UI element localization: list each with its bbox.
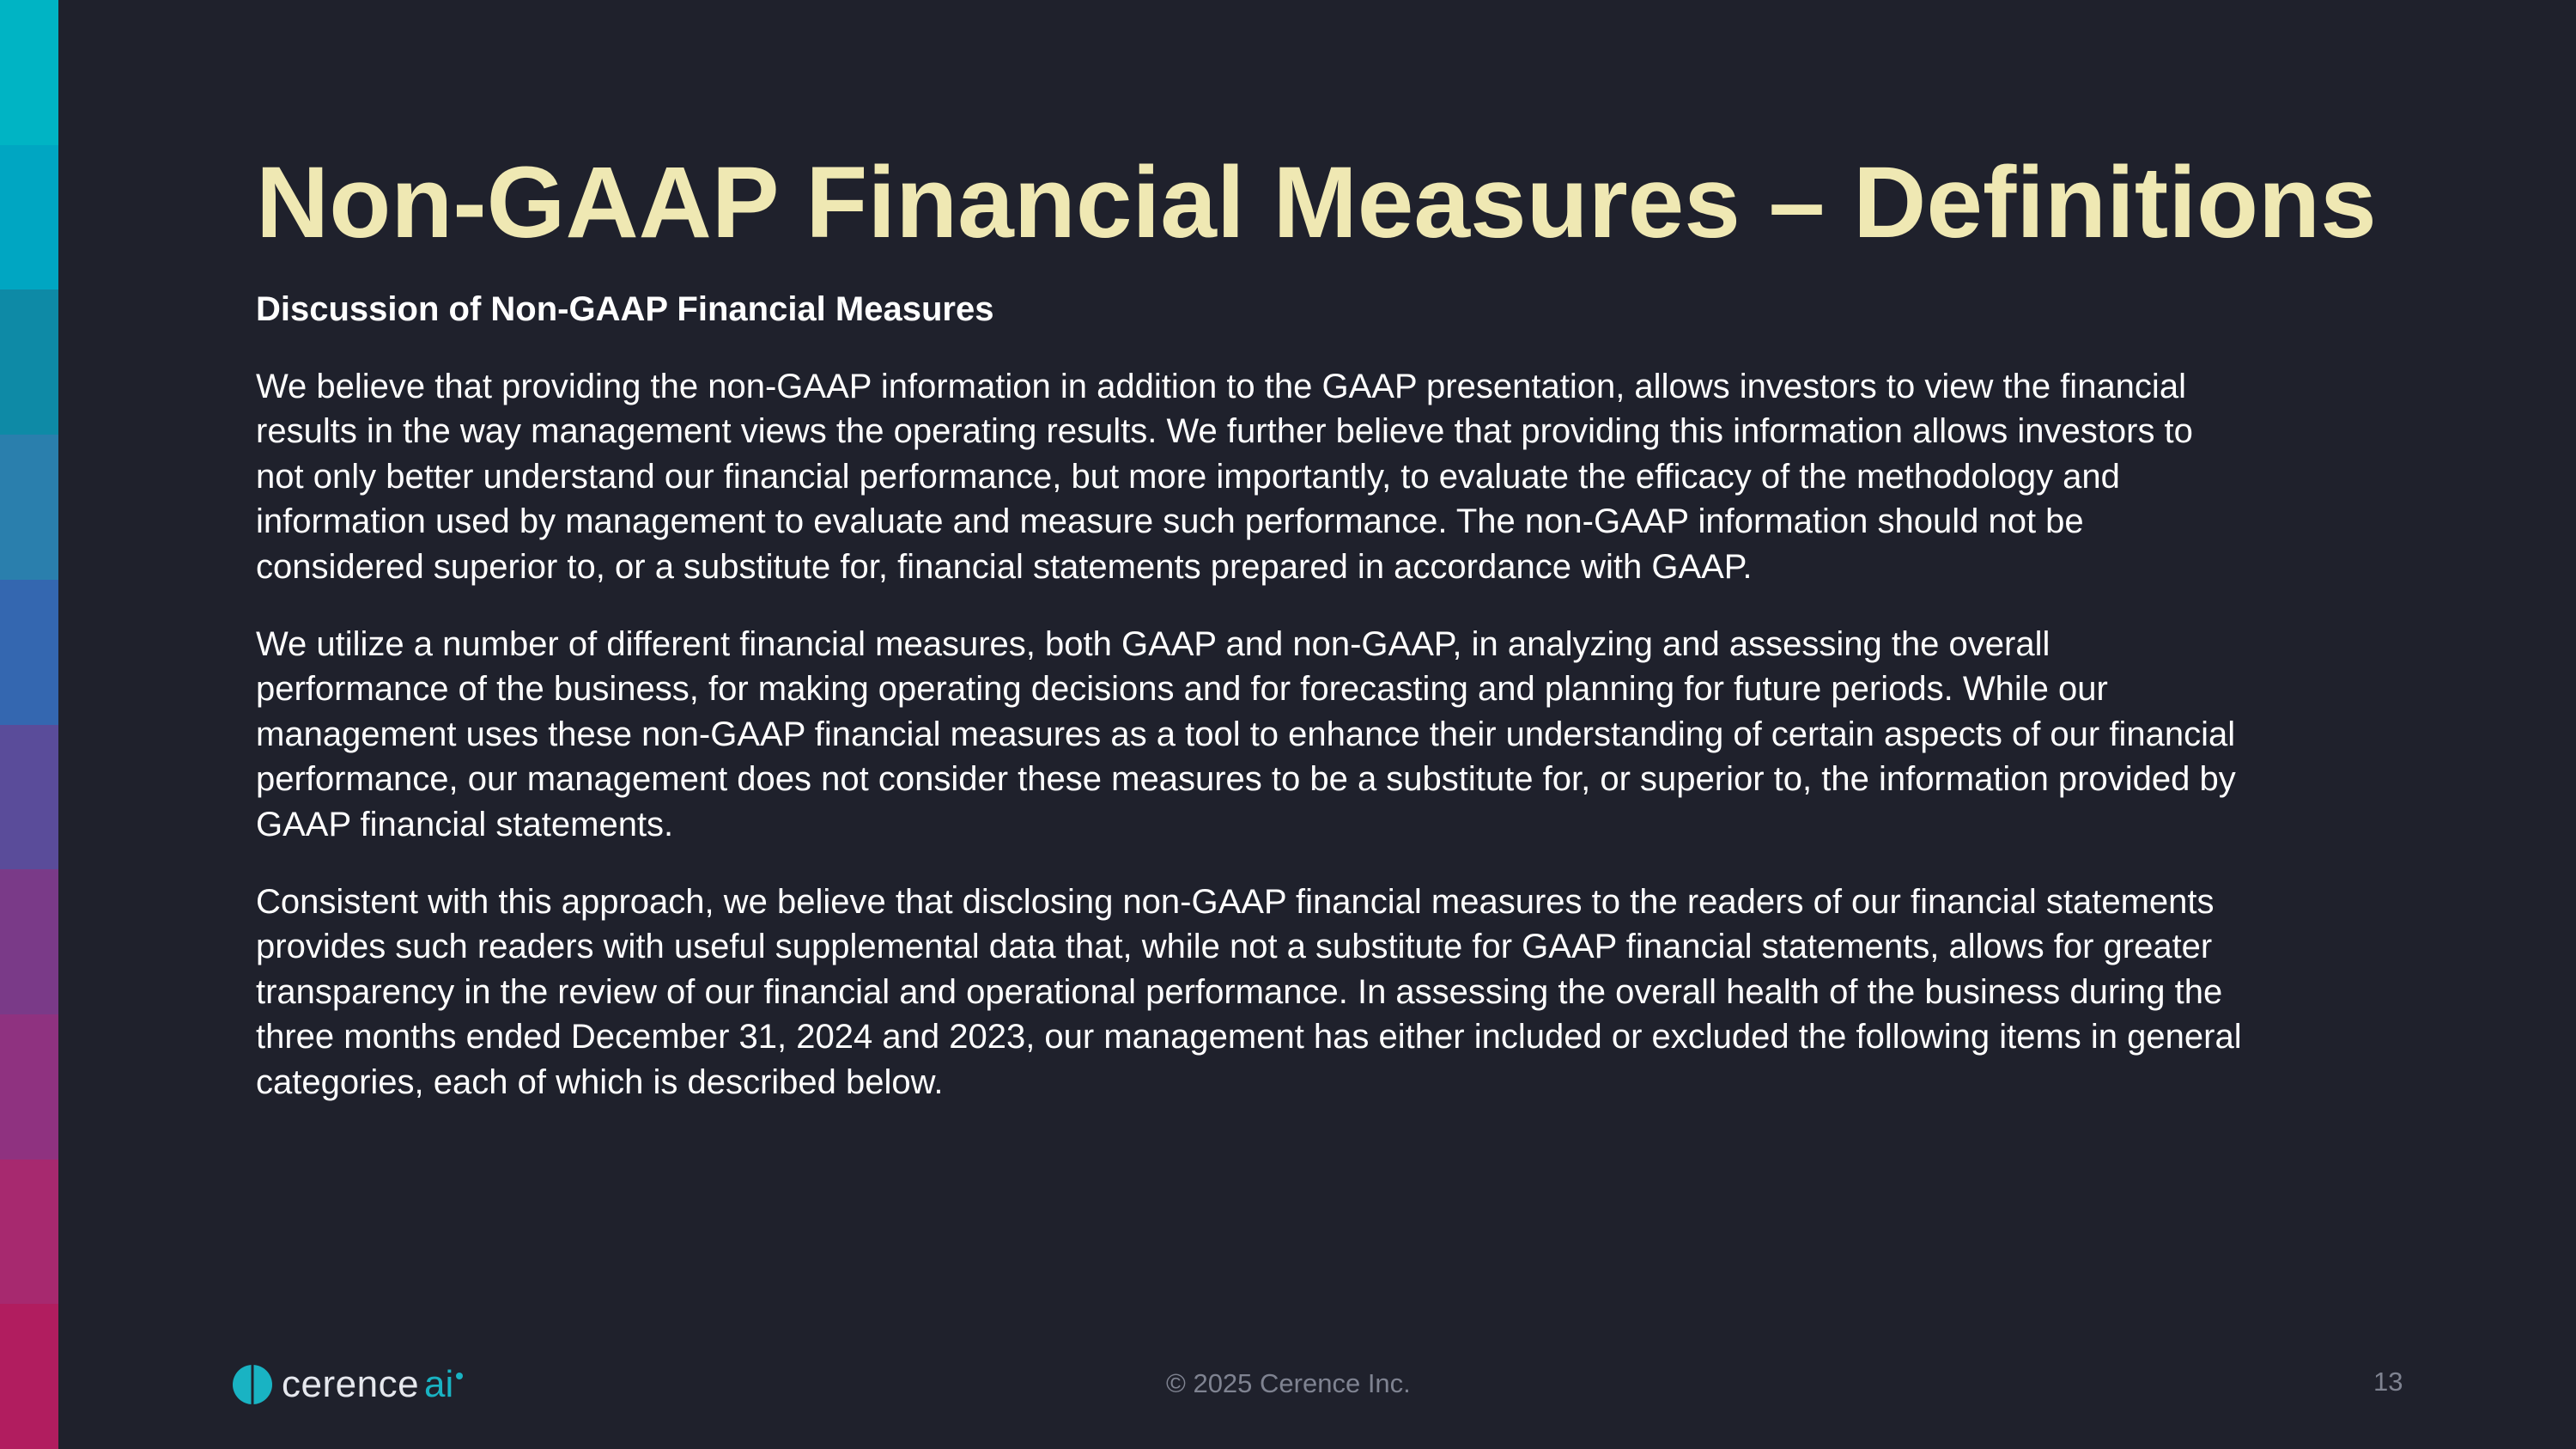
paragraph-line: categories, each of which is described below. [256, 1062, 944, 1101]
strip-segment [0, 869, 58, 1014]
paragraph-line: GAAP financial statements. [256, 805, 674, 843]
paragraph-line: results in the way management views the operating results. We further believe that providing this information allows investors to [256, 412, 2193, 451]
logo-dot [456, 1373, 463, 1379]
footer-copyright: © 2025 Cerence Inc. [1166, 1368, 1411, 1398]
strip-segment [0, 580, 58, 725]
strip-segment [0, 0, 58, 145]
paragraph-3 [256, 880, 2454, 1105]
paragraph-line: management uses these non-GAAP financial measures as a tool to enhance their understanding of certain aspects of our financial [256, 715, 2236, 753]
logo-ai-text: ai [424, 1363, 454, 1405]
paragraph-line: We utilize a number of different financial measures, both GAAP and non-GAAP, in analyzing and assessing the overall [256, 625, 2050, 663]
page-number: 13 [2373, 1367, 2403, 1397]
paragraph-line: transparency in the review of our financial and operational performance. In assessing the overall health of the business during the [256, 972, 2223, 1011]
strip-segment [0, 435, 58, 580]
strip-segment [0, 1160, 58, 1305]
paragraph-line: provides such readers with useful supplemental data that, while not a substitute for GAAP financial statements, allows for greater [256, 928, 2213, 966]
paragraph-line: not only better understand our financial performance, but more importantly, to evaluate the efficacy of the methodology and [256, 457, 2120, 496]
side-color-strip [0, 0, 58, 1449]
logo-wordmark: cerence [282, 1363, 420, 1405]
paragraph-2 [256, 622, 2454, 847]
paragraph-1 [256, 364, 2454, 589]
strip-segment [0, 725, 58, 870]
paragraph-line: Consistent with this approach, we believe that disclosing non-GAAP financial measures to the readers of our financial statements [256, 883, 2215, 921]
section-heading: Discussion of Non-GAAP Financial Measures [256, 290, 994, 328]
strip-segment [0, 289, 58, 435]
strip-segment [0, 145, 58, 290]
paragraph-line: three months ended December 31, 2024 and 2023, our management has either included or excluded the following items in general [256, 1018, 2242, 1056]
strip-segment [0, 1304, 58, 1449]
cerence-logo [232, 1362, 463, 1407]
paragraph-line: performance of the business, for making operating decisions and for forecasting and planning for future periods. While our [256, 670, 2108, 709]
paragraph-line: information used by management to evaluate and measure such performance. The non-GAAP information should not be [256, 502, 2084, 541]
paragraph-line: performance, our management does not consider these measures to be a substitute for, or superior to, the information provided by [256, 760, 2236, 799]
strip-segment [0, 1014, 58, 1160]
cerence-mark-icon [232, 1364, 273, 1405]
paragraph-line: considered superior to, or a substitute for, financial statements prepared in accordance with GAAP. [256, 547, 1753, 586]
paragraph-line: We believe that providing the non-GAAP information in addition to the GAAP presentation, allows investors to view the financial [256, 368, 2186, 405]
slide-title: Non-GAAP Financial Measures – Definitions [256, 146, 2377, 259]
